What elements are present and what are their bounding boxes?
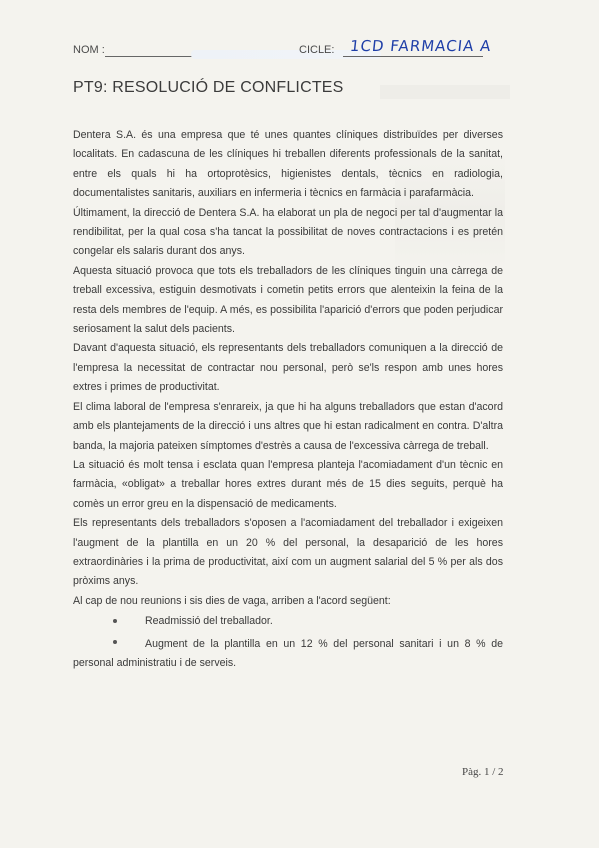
paragraph: La situació és molt tensa i esclata quan l'empresa planteja l'acomiadament d'un tècnic en farmàcia, «obligat» a treballar hores extres durant més de 15 dies seguits, perquè ha comès un error greu en la dispensació de medicaments. (73, 458, 503, 510)
cycle-label: CICLE: (299, 44, 335, 56)
paragraph: Al cap de nou reunions i sis dies de vaga, arriben a l'acord següent: (73, 594, 391, 607)
paragraph: Dentera S.A. és una empresa que té unes quantes clíniques distribuïdes per diverses localitats. En cadascuna de les clíniques hi treballen diferents professionals de la sanitat, entre els quals hi ha ortoprotèsics, higienistes dentals, tècnics en radiologia, documentalistes sanitaris, auxiliars en infermeria i tècnics en farmàcia i parafarmàcia. (73, 129, 503, 200)
paragraph: Davant d'aquesta situació, els representants dels treballadors comuniquen a la direcció de l'empresa la necessitat de contractar nou personal, però se'ls respon amb unes hores extres i primes de productivitat. (73, 342, 503, 394)
bleed-through-shadow (380, 85, 510, 99)
paragraph: Els representants dels treballadors s'oposen a l'acomiadament del treballador i exigeixen l'augment de la plantilla en un 20 % del personal, la desaparició de les hores extraordinàries i la prima de productivitat, així com un augment salarial del 5 % per als dos pròxims anys. (73, 517, 503, 588)
list-item-text: Augment de la plantilla en un 12 % del personal sanitari i un 8 % de personal administratiu i de serveis. (73, 637, 503, 669)
list-item (73, 611, 503, 631)
cycle-field-line (343, 56, 483, 57)
paragraph: El clima laboral de l'empresa s'enrareix, ja que hi ha alguns treballadors que estan d'acord amb els plantejaments de la direcció i uns altres que hi estan radicalment en contra. D'altra banda, la majoria pateixen símptomes d'estrès a causa de l'excessiva càrrega de treball. (73, 400, 503, 452)
paragraph: Aquesta situació provoca que tots els treballadors de les clíniques tinguin una càrrega de treball excessiva, estiguin desmotivats i cometin petits errors que alenteixin la feina de la resta dels membres de l'equip. A més, es possibilita l'aparició d'errors que poden perjudicar seriosament la salut dels pacients. (73, 264, 503, 336)
document-body (73, 126, 503, 673)
name-label: NOM : (73, 44, 105, 56)
agreement-list (73, 611, 503, 673)
list-item (73, 632, 503, 674)
bullet-icon (113, 619, 117, 623)
paragraph: Últimament, la direcció de Dentera S.A. ha elaborat un pla de negoci per tal d'augmentar la rendibilitat, per la qual cosa s'ha tancat la possibilitat de noves contractacions i es pretén congelar els salaris durant dos anys. (73, 206, 503, 258)
page-title: PT9: RESOLUCIÓ DE CONFLICTES (73, 79, 344, 96)
cycle-handwritten-value: 1CD FARMACIA A (349, 37, 493, 55)
page-number: Pàg. 1 / 2 (462, 766, 504, 778)
bullet-icon (113, 640, 117, 644)
list-item-text: Readmissió del treballador. (145, 615, 273, 628)
student-header (73, 37, 573, 62)
